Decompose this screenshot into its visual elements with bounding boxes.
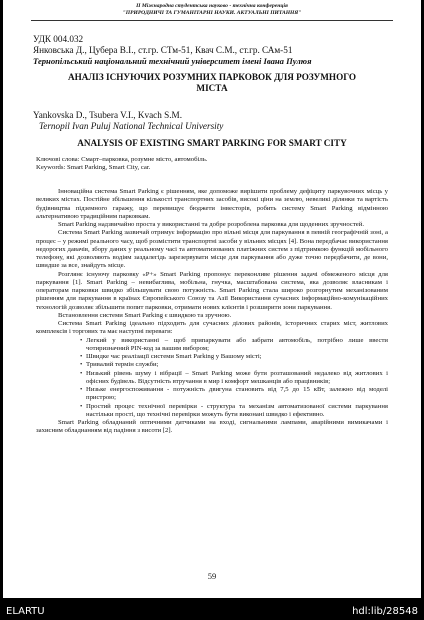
authors-en: Yankovska D., Tsubera V.I., Kvach S.M.	[33, 110, 182, 120]
list-item: • Низький рівень шуму і вібрації – Smart Parking може бути розташований недалеко від житлових і офісних будівель. Відсутність втручання в мир і комфорт мешканців або працівників;	[80, 369, 388, 385]
footer-handle[interactable]: hdl:lib/28548	[352, 606, 418, 617]
udk-code: УДК 004.032	[33, 34, 84, 44]
keywords-ua: Ключові слова: Смарт–парковка, розумне місто, автомобіль.	[36, 156, 208, 163]
conference-header	[3, 3, 421, 17]
header-divider	[31, 20, 393, 21]
paragraph: Система Smart Parking зазвичай отримує інформацію про вільні місця для паркування в певній географічній зоні, а процес – у режимі реального часу, щоб розмістити транспортні засоби у вільних місцях [4]. Вона передбачає використання недорогих давачів, збору даних у реальному часі та автоматизованих платіжних систем з підтримкою функцій мобільного телефону, які дозволяють водіям заздалегідь зарезервувати місце для паркування або дуже точно передбачити, де вони, швидше за все, знайдуть місце.	[36, 229, 388, 270]
paragraph: Система Smart Parking ідеально підходить для сучасних ділових районів, історичних старих міст, житлових комплексів і торгових та має наступні переваги:	[36, 320, 388, 336]
conference-header-line1: ІІ Міжнародна студентська науково - технічна конференція	[136, 3, 288, 9]
document-page	[3, 0, 421, 598]
list-item: • Тривалий термін служби;	[80, 361, 159, 369]
paragraph: Smart Parking обладнаний оптичними датчиками на вході, сигнальними лампами, аварійними вимикачами і захисним обладнанням від падіння з висоти [2].	[36, 419, 388, 435]
page-number: 59	[207, 571, 217, 581]
list-item: • Простий процес технічної перевірки - структура та механізм автоматизованої системи паркування настільки прості, що технічні перевірки можуть бути виконані швидко і ефективно.	[80, 402, 388, 418]
list-item: • Швидке час реалізації системи Smart Parking у Вашому місті;	[80, 353, 262, 360]
title-ua-line1: АНАЛІЗ ІСНУЮЧИХ РОЗУМНИХ ПАРКОВОК ДЛЯ РОЗУМНОГО	[68, 72, 356, 82]
paragraph: Інноваційна система Smart Parking є рішенням, яке допоможе вирішити проблему дефіциту паркувочних місць у великих містах. Постійне збільшення кількості транспортних засобів, високі ціни на землю, невеликі ділянки та вартість будівництва підземного гаражу, що перевищує бюджети інвесторів, робить систему Smart Parking відмінною альтернативою традиційним парковкам.	[36, 188, 388, 220]
paragraph: Розглянє існуючу парковку «Р+» Smart Parking пропонує переконливе рішення задачі обмеженого місця для паркування [1]. Smart Parking – невибаглива, мобільна, гнучка, масштабована система, яка дозволяє власникам і операторам парковки швидко збільшувати свою потужність. Smart Parking стала широко розгорнутим механізованим рішенням для паркування в країнах Європейського Союзу та Азії Використання сучасних інформаційно-комунікаційних технологій дозволяє збільшити попит парковки, отримати нових клієнтів і розширити зони паркування.	[36, 270, 388, 311]
list-item: • Низьке енергоспоживання - потужність двигуна становить від 7,5 до 15 кВт, залежно від моделі пристрою;	[80, 386, 388, 402]
article-body	[36, 188, 388, 436]
conference-header-line2: "ПРИРОДНИЧІ ТА ГУМАНІТАРНІ НАУКИ. АКТУАЛЬНІ ПИТАННЯ"	[122, 10, 302, 16]
affiliation-ua: Тернопільський національний технічний університет імені Івана Пулюя	[33, 56, 312, 66]
paragraph: Smart Parking надзвичайно проста у використанні та добре розроблена парковка для щоденних зручностей.	[58, 221, 364, 228]
keywords-en: Keywords: Smart Parking, Smart City, car.	[36, 164, 151, 171]
footer-repository-label: ELARTU	[6, 606, 45, 617]
authors-ua: Янковська Д., Цубера В.І., ст.гр. СТм-51, Квач С.М., ст.гр. САм-51	[33, 45, 293, 55]
affiliation-en: Ternopil Ivan Puluj National Technical University	[39, 121, 224, 131]
title-ua-line2: МІСТА	[196, 83, 228, 93]
list-item: • Легкий у використанні – щоб припаркувати або забрати автомобіль, потрібно лише ввести чотиризначний PIN-код за вашим вибором;	[80, 336, 388, 352]
title-en: ANALYSIS OF EXISTING SMART PARKING FOR SMART CITY	[77, 138, 347, 148]
paragraph: Встановлення системи Smart Parking є швидкою та зручною.	[58, 311, 232, 319]
